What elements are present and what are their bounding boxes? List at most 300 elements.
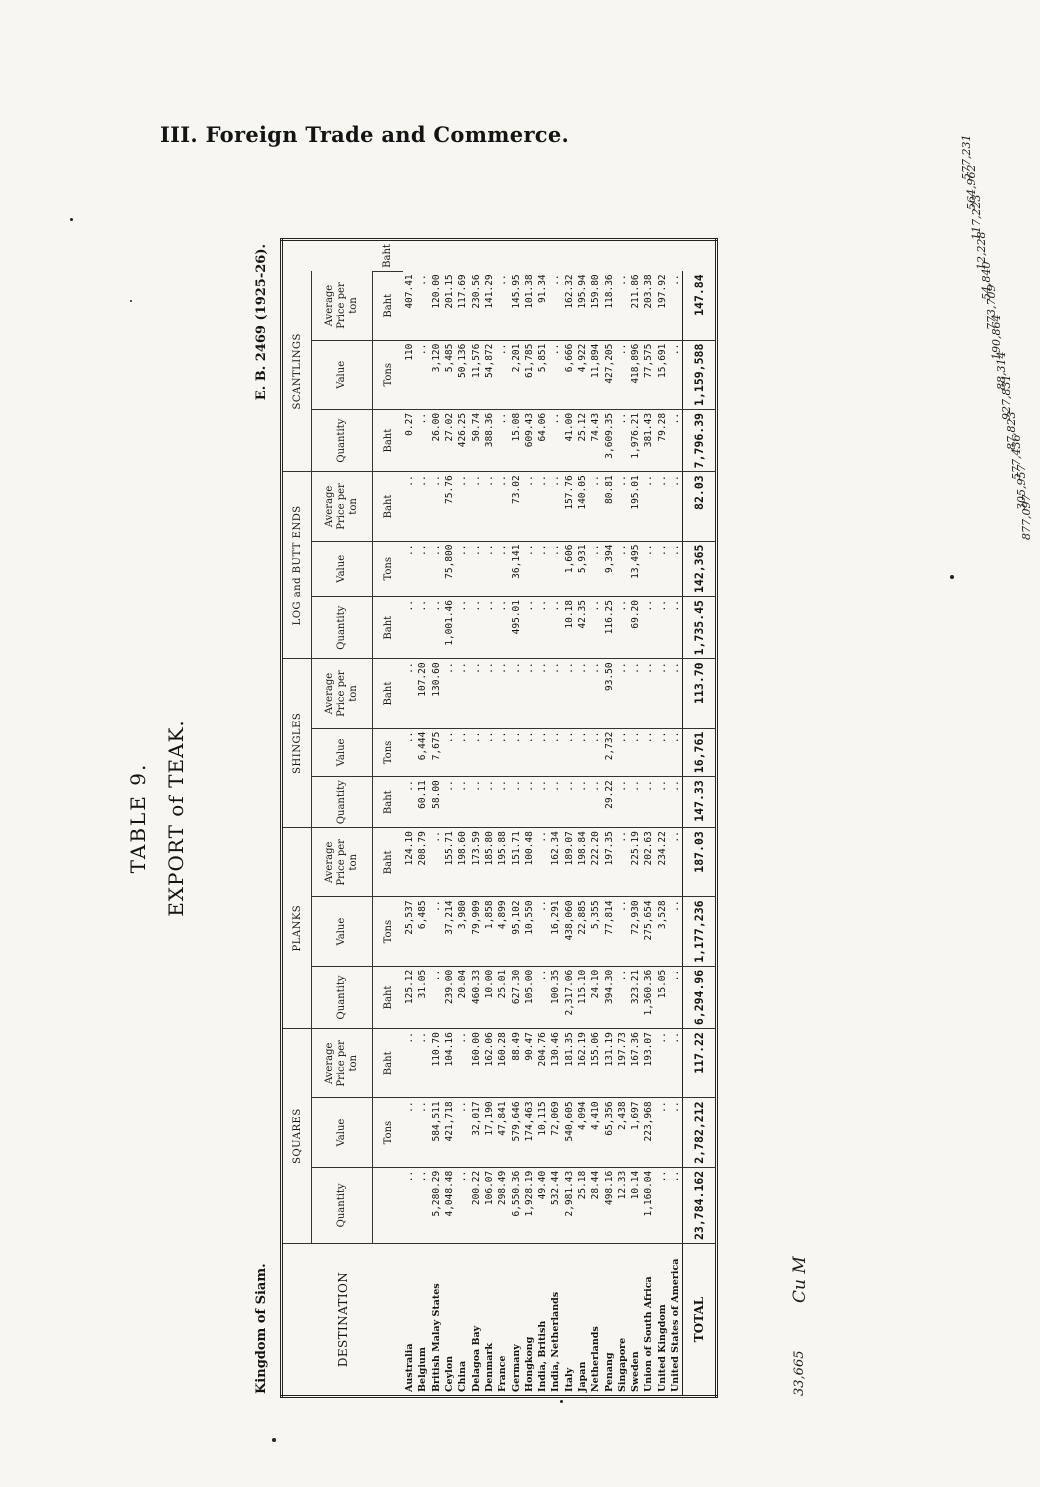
log-butt-ends-value-cell: 36,141	[509, 541, 522, 596]
planks-value-cell: 438,060	[563, 897, 576, 966]
planks-quantity-cell: 15.05	[656, 966, 669, 1028]
shingles-quantity-cell: ..	[483, 777, 496, 828]
group-log-butt-ends: LOG and BUTT ENDS	[282, 472, 312, 659]
planks-avg-price-cell: ..	[616, 828, 629, 897]
group-squares: SQUARES	[282, 1029, 312, 1244]
table-row	[616, 240, 629, 1397]
kingdom-label: Kingdom of Siam.	[254, 1263, 269, 1394]
scantlings-avg-price-cell: 145.95	[509, 271, 522, 340]
scantlings-avg-price-unit: Baht	[373, 240, 404, 272]
log-butt-ends-avg-price-cell: ..	[430, 472, 443, 541]
squares-avg-price-unit: Baht	[373, 966, 404, 1028]
planks-value-cell: ..	[430, 897, 443, 966]
shingles-quantity-cell: 60.11	[416, 777, 429, 828]
shingles-avg-price-cell: 93.50	[602, 659, 615, 728]
shingles-avg-price-cell: ..	[629, 659, 642, 728]
log-butt-ends-value-cell: ..	[642, 541, 655, 596]
log-butt-ends-avg-price-cell: ..	[403, 472, 416, 541]
squares-quantity-cell: 4,048.48	[443, 1167, 456, 1243]
squares-value-cell: 10,115	[536, 1098, 549, 1167]
destination-name: Australia	[403, 1244, 416, 1397]
shingles-value-cell: ..	[656, 728, 669, 777]
log-butt-ends-value-cell: ..	[549, 541, 562, 596]
scantlings-avg-price-cell: 162.32	[563, 271, 576, 340]
destination-name: Delagoa Bay	[469, 1244, 482, 1397]
log-butt-ends-quantity-cell: ..	[656, 597, 669, 659]
planks-value-cell: 72,930	[629, 897, 642, 966]
era-label: E. B. 2469 (1925-26).	[254, 244, 269, 401]
planks-quantity-cell: ..	[536, 966, 549, 1028]
squares-avg-price-cell: 88.49	[509, 1029, 522, 1098]
scantlings-avg-price-cell: ..	[549, 271, 562, 340]
scantlings-quantity-header: Quantity	[312, 409, 373, 471]
planks-avg-price-cell: 197.35	[602, 828, 615, 897]
handwritten-margin-line: 87,823	[1005, 411, 1018, 450]
scantlings-quantity-cell: 426.25	[456, 409, 469, 471]
squares-avg-price-cell: 90.47	[523, 1029, 536, 1098]
destination-name: Singapore	[616, 1244, 629, 1397]
destination-name: Penang	[602, 1244, 615, 1397]
shingles-quantity-cell: ..	[403, 777, 416, 828]
squares-quantity-cell: ..	[403, 1167, 416, 1243]
planks-value-cell: ..	[669, 897, 683, 966]
squares-quantity-cell: 532.44	[549, 1167, 562, 1243]
planks-value-cell: 1,858	[483, 897, 496, 966]
scantlings-quantity-cell: 26.00	[430, 409, 443, 471]
shingles-quantity-cell: ..	[443, 777, 456, 828]
squares-quantity-unit: Tons	[373, 1098, 404, 1167]
shingles-quantity-cell: ..	[629, 777, 642, 828]
planks-avg-price-cell: 189.07	[563, 828, 576, 897]
squares-avg-price-cell: 162.06	[483, 1029, 496, 1098]
shingles-value-cell: ..	[589, 728, 602, 777]
table-number: TABLE 9.	[126, 762, 150, 874]
squares-avg-price-cell: ..	[656, 1029, 669, 1098]
squares-avg-price-cell: 181.35	[563, 1029, 576, 1098]
squares-value-cell: 540,605	[563, 1098, 576, 1167]
handwritten-margin-line: 577,231	[960, 134, 973, 180]
handwritten-margin-line: 190,864	[990, 314, 1003, 360]
shingles-quantity-cell: 29.22	[602, 777, 615, 828]
table-row	[403, 240, 416, 1397]
scan-speck	[130, 300, 132, 302]
scantlings-avg-price-cell: 407.41	[403, 271, 416, 340]
destination-name: India, Netherlands	[549, 1244, 562, 1397]
planks-avg-price-cell: 225.19	[629, 828, 642, 897]
shingles-value-cell: ..	[483, 728, 496, 777]
scantlings-quantity-cell: 609.43	[523, 409, 536, 471]
scantlings-quantity-cell: 50.74	[469, 409, 482, 471]
log-butt-ends-value-cell: ..	[656, 541, 669, 596]
planks-quantity-cell: 25.01	[496, 966, 509, 1028]
log-butt-ends-value-header: Value	[312, 541, 373, 596]
log-butt-ends-avg-price-cell: ..	[642, 472, 655, 541]
scantlings-quantity-cell: 3,609.35	[602, 409, 615, 471]
squares-quantity-header: Quantity	[312, 1167, 373, 1243]
handwritten-total-note: 33,665	[792, 1350, 807, 1396]
squares-value-cell: 4,410	[589, 1098, 602, 1167]
planks-quantity-cell: 20.04	[456, 966, 469, 1028]
log-butt-ends-value-cell: ..	[669, 541, 683, 596]
scantlings-avg-price-cell: 195.94	[576, 271, 589, 340]
squares-value-cell: 17,190	[483, 1098, 496, 1167]
shingles-value-cell: ..	[469, 728, 482, 777]
log-butt-ends-quantity-cell: 1,001.46	[443, 597, 456, 659]
scantlings-avg-price-cell: 211.86	[629, 271, 642, 340]
shingles-quantity-cell: ..	[469, 777, 482, 828]
scantlings-quantity-cell: 15.08	[509, 409, 522, 471]
planks-quantity-cell: 105.00	[523, 966, 536, 1028]
planks-quantity-cell: ..	[669, 966, 683, 1028]
squares-value-cell: ..	[403, 1098, 416, 1167]
squares-quantity-cell: ..	[669, 1167, 683, 1243]
scantlings-quantity-cell: 64.06	[536, 409, 549, 471]
scantlings-avg-price-cell: 141.29	[483, 271, 496, 340]
squares-value-unit: Baht	[373, 1029, 404, 1098]
log-butt-ends-avg-price-cell: 75.76	[443, 472, 456, 541]
scantlings-value-cell: 11,894	[589, 340, 602, 409]
log-butt-ends-value-cell: ..	[496, 541, 509, 596]
shingles-value-cell: ..	[616, 728, 629, 777]
handwritten-margin-line: 54,840	[980, 261, 993, 300]
squares-avg-price-cell: 197.73	[616, 1029, 629, 1098]
squares-quantity-cell: 498.16	[602, 1167, 615, 1243]
total-shingles-quantity: 147.33	[683, 777, 717, 828]
squares-value-cell: 2,438	[616, 1098, 629, 1167]
planks-value-cell: 3,528	[656, 897, 669, 966]
planks-value-cell: 79,909	[469, 897, 482, 966]
scantlings-avg-price-cell: ..	[496, 271, 509, 340]
squares-value-cell: 47,841	[496, 1098, 509, 1167]
squares-quantity-cell: 1,160.04	[642, 1167, 655, 1243]
log-butt-ends-quantity-cell: ..	[456, 597, 469, 659]
destination-name: Belgium	[416, 1244, 429, 1397]
scantlings-quantity-unit: Tons	[373, 340, 404, 409]
planks-avg-price-cell: 173.59	[469, 828, 482, 897]
scantlings-value-cell: 5,851	[536, 340, 549, 409]
log-butt-ends-avg-price-cell: 80.81	[602, 472, 615, 541]
log-butt-ends-value-cell: ..	[483, 541, 496, 596]
shingles-avg-price-cell: ..	[509, 659, 522, 728]
scantlings-value-cell: ..	[669, 340, 683, 409]
shingles-avg-price-cell: ..	[616, 659, 629, 728]
log-butt-ends-quantity-cell: ..	[496, 597, 509, 659]
squares-avg-price-cell: 204.76	[536, 1029, 549, 1098]
log-butt-ends-quantity-cell: 116.25	[602, 597, 615, 659]
scantlings-quantity-cell: 0.27	[403, 409, 416, 471]
table-row	[509, 240, 522, 1397]
total-scantlings-value: 1,159,588	[683, 340, 717, 409]
log-butt-ends-value-cell: ..	[523, 541, 536, 596]
log-butt-ends-avg-price-cell: ..	[483, 472, 496, 541]
scantlings-quantity-cell: ..	[616, 409, 629, 471]
scantlings-avg-price-cell: 201.15	[443, 271, 456, 340]
log-butt-ends-avg-price-cell: ..	[589, 472, 602, 541]
shingles-avg-price-cell: ..	[576, 659, 589, 728]
shingles-value-cell: 7,675	[430, 728, 443, 777]
shingles-avg-price-unit: Baht	[373, 597, 404, 659]
total-planks-value: 1,177,236	[683, 897, 717, 966]
planks-value-cell: ..	[536, 897, 549, 966]
squares-avg-price-cell: 193.07	[642, 1029, 655, 1098]
scan-speck	[272, 1438, 276, 1442]
shingles-avg-price-cell: ..	[563, 659, 576, 728]
scantlings-quantity-cell: ..	[416, 409, 429, 471]
planks-quantity-cell: 100.35	[549, 966, 562, 1028]
log-butt-ends-avg-price-cell: ..	[416, 472, 429, 541]
log-butt-ends-value-cell: ..	[469, 541, 482, 596]
shingles-avg-price-header: Average Price per ton	[312, 659, 373, 728]
squares-quantity-cell: 1,928.19	[523, 1167, 536, 1243]
squares-quantity-cell: 298.49	[496, 1167, 509, 1243]
shingles-avg-price-cell: ..	[536, 659, 549, 728]
planks-quantity-cell: 31.05	[416, 966, 429, 1028]
planks-quantity-cell: 323.21	[629, 966, 642, 1028]
squares-quantity-cell: 28.44	[589, 1167, 602, 1243]
handwritten-margin-line: 773,709	[985, 284, 998, 330]
sheet-header	[254, 234, 274, 1394]
shingles-quantity-cell: ..	[563, 777, 576, 828]
squares-avg-price-cell: 155.06	[589, 1029, 602, 1098]
shingles-quantity-cell: ..	[496, 777, 509, 828]
log-butt-ends-quantity-cell: ..	[589, 597, 602, 659]
squares-avg-price-cell: 104.16	[443, 1029, 456, 1098]
squares-quantity-cell: 10.14	[629, 1167, 642, 1243]
squares-avg-price-cell: 131.19	[602, 1029, 615, 1098]
total-planks-quantity: 6,294.96	[683, 966, 717, 1028]
table-row	[416, 240, 429, 1397]
scantlings-value-cell: 77,575	[642, 340, 655, 409]
shingles-avg-price-cell: ..	[549, 659, 562, 728]
shingles-avg-price-cell: ..	[656, 659, 669, 728]
destination-name: Netherlands	[589, 1244, 602, 1397]
log-butt-ends-avg-price-cell: ..	[456, 472, 469, 541]
planks-value-header: Value	[312, 897, 373, 966]
shingles-quantity-cell: ..	[549, 777, 562, 828]
scantlings-quantity-cell: 388.36	[483, 409, 496, 471]
handwritten-margin-notes	[960, 134, 1033, 600]
log-butt-ends-quantity-cell: 10.18	[563, 597, 576, 659]
shingles-value-cell: ..	[403, 728, 416, 777]
shingles-avg-price-cell: ..	[496, 659, 509, 728]
destination-header: DESTINATION	[282, 1244, 404, 1397]
table-row	[536, 240, 549, 1397]
table-row	[589, 240, 602, 1397]
planks-avg-price-unit: Baht	[373, 777, 404, 828]
log-butt-ends-quantity-cell: ..	[416, 597, 429, 659]
rotated-table-sheet	[126, 233, 812, 1398]
squares-quantity-cell: ..	[456, 1167, 469, 1243]
shingles-quantity-cell: ..	[509, 777, 522, 828]
shingles-quantity-cell: ..	[536, 777, 549, 828]
scantlings-avg-price-header: Average Price per ton	[312, 271, 373, 340]
scantlings-value-cell: 427,205	[602, 340, 615, 409]
shingles-quantity-cell: ..	[642, 777, 655, 828]
handwritten-initials: Cu M	[790, 1256, 810, 1303]
planks-avg-price-cell: 195.88	[496, 828, 509, 897]
squares-quantity-cell: 5,280.29	[430, 1167, 443, 1243]
shingles-value-cell: ..	[496, 728, 509, 777]
log-butt-ends-value-cell: ..	[589, 541, 602, 596]
handwritten-margin-line: 117,223	[970, 194, 983, 240]
planks-quantity-cell: 24.10	[589, 966, 602, 1028]
shingles-value-cell: ..	[669, 728, 683, 777]
scantlings-value-cell: 6,666	[563, 340, 576, 409]
planks-quantity-cell: ..	[430, 966, 443, 1028]
log-butt-ends-avg-price-cell: 195.01	[629, 472, 642, 541]
planks-avg-price-cell: 155.71	[443, 828, 456, 897]
table-row	[629, 240, 642, 1397]
planks-value-unit: Baht	[373, 828, 404, 897]
squares-quantity-cell: 106.07	[483, 1167, 496, 1243]
shingles-avg-price-cell: ..	[443, 659, 456, 728]
planks-value-cell: 4,899	[496, 897, 509, 966]
shingles-value-cell: ..	[563, 728, 576, 777]
planks-value-cell: 77,814	[602, 897, 615, 966]
handwritten-margin-line: 927,831	[1000, 374, 1013, 420]
shingles-quantity-cell: ..	[589, 777, 602, 828]
planks-quantity-cell: 115.10	[576, 966, 589, 1028]
table-row	[656, 240, 669, 1397]
table-row	[642, 240, 655, 1397]
scantlings-value-cell: ..	[416, 340, 429, 409]
planks-avg-price-cell: 202.63	[642, 828, 655, 897]
planks-quantity-unit: Tons	[373, 897, 404, 966]
shingles-value-unit: Baht	[373, 659, 404, 728]
log-butt-ends-value-cell: ..	[430, 541, 443, 596]
planks-quantity-cell: 10.00	[483, 966, 496, 1028]
total-log-butt-ends-quantity: 1,735.45	[683, 597, 717, 659]
shingles-avg-price-cell: ..	[469, 659, 482, 728]
planks-value-cell: 3,980	[456, 897, 469, 966]
log-butt-ends-avg-price-cell: ..	[656, 472, 669, 541]
squares-value-cell: 32,017	[469, 1098, 482, 1167]
scan-speck	[560, 1400, 563, 1403]
log-butt-ends-avg-price-cell: 73.02	[509, 472, 522, 541]
destination-name: British Malay States	[430, 1244, 443, 1397]
squares-quantity-cell: 25.18	[576, 1167, 589, 1243]
scantlings-quantity-cell: ..	[669, 409, 683, 471]
log-butt-ends-avg-price-cell: ..	[469, 472, 482, 541]
planks-value-cell: 10,550	[523, 897, 536, 966]
planks-avg-price-cell: 222.20	[589, 828, 602, 897]
planks-quantity-cell: 2,317.06	[563, 966, 576, 1028]
scantlings-value-cell: ..	[616, 340, 629, 409]
table-row	[456, 240, 469, 1397]
scantlings-value-cell: 54,872	[483, 340, 496, 409]
total-squares-value: 2,782,212	[683, 1098, 717, 1167]
planks-avg-price-cell: 185.80	[483, 828, 496, 897]
total-row	[683, 240, 717, 1397]
table-row	[443, 240, 456, 1397]
planks-avg-price-cell: ..	[430, 828, 443, 897]
log-butt-ends-value-cell: ..	[536, 541, 549, 596]
squares-avg-price-cell: ..	[403, 1029, 416, 1098]
group-shingles: SHINGLES	[282, 659, 312, 828]
log-butt-ends-quantity-unit: Tons	[373, 541, 404, 596]
total-log-butt-ends-avg-price: 82.03	[683, 472, 717, 541]
squares-value-cell: 421,718	[443, 1098, 456, 1167]
total-squares-quantity: 23,784.162	[683, 1167, 717, 1243]
title-block	[126, 618, 188, 1018]
squares-avg-price-header: Average Price per ton	[312, 1029, 373, 1098]
squares-quantity-cell: 49.40	[536, 1167, 549, 1243]
handwritten-margin-line: 577,436	[1010, 434, 1023, 480]
shingles-value-cell: ..	[642, 728, 655, 777]
destination-name: United Kingdom	[656, 1244, 669, 1397]
squares-avg-price-cell: ..	[456, 1029, 469, 1098]
total-label: TOTAL	[683, 1244, 717, 1397]
shingles-quantity-cell: ..	[616, 777, 629, 828]
squares-value-cell: 65,356	[602, 1098, 615, 1167]
shingles-quantity-cell: ..	[656, 777, 669, 828]
planks-quantity-header: Quantity	[312, 966, 373, 1028]
planks-avg-price-cell: 100.48	[523, 828, 536, 897]
squares-value-cell: 1,697	[629, 1098, 642, 1167]
scantlings-avg-price-cell: 230.56	[469, 271, 482, 340]
squares-quantity-cell: ..	[416, 1167, 429, 1243]
log-butt-ends-quantity-cell: ..	[430, 597, 443, 659]
log-butt-ends-quantity-header: Quantity	[312, 597, 373, 659]
squares-quantity-cell: 200.22	[469, 1167, 482, 1243]
scan-speck	[70, 218, 73, 221]
scantlings-quantity-cell: 25.12	[576, 409, 589, 471]
scantlings-quantity-cell: 41.00	[563, 409, 576, 471]
planks-quantity-cell: 1,360.36	[642, 966, 655, 1028]
squares-quantity-cell: 2,981.43	[563, 1167, 576, 1243]
scantlings-avg-price-cell: 203.38	[642, 271, 655, 340]
squares-avg-price-cell: 160.00	[469, 1029, 482, 1098]
scantlings-value-cell: 4,922	[576, 340, 589, 409]
planks-quantity-cell: 627.30	[509, 966, 522, 1028]
squares-value-cell: 72,069	[549, 1098, 562, 1167]
planks-value-cell: 16,291	[549, 897, 562, 966]
planks-quantity-cell: ..	[616, 966, 629, 1028]
log-butt-ends-quantity-cell: ..	[403, 597, 416, 659]
shingles-value-header: Value	[312, 728, 373, 777]
planks-value-cell: 25,537	[403, 897, 416, 966]
log-butt-ends-quantity-cell: ..	[549, 597, 562, 659]
scantlings-avg-price-cell: 159.80	[589, 271, 602, 340]
destination-name: Union of South Africa	[642, 1244, 655, 1397]
total-planks-avg-price: 187.03	[683, 828, 717, 897]
page-header: III. Foreign Trade and Commerce.	[160, 122, 570, 147]
total-shingles-avg-price: 113.70	[683, 659, 717, 728]
scantlings-value-cell: 418,896	[629, 340, 642, 409]
log-butt-ends-quantity-cell: ..	[483, 597, 496, 659]
table-row	[496, 240, 509, 1397]
scantlings-avg-price-cell: 120.00	[430, 271, 443, 340]
scan-speck	[950, 575, 954, 579]
destination-name: India, British	[536, 1244, 549, 1397]
scantlings-value-cell: ..	[496, 340, 509, 409]
handwritten-margin-line: 88,314	[995, 351, 1008, 390]
table-row	[469, 240, 482, 1397]
scantlings-avg-price-cell: 91.34	[536, 271, 549, 340]
shingles-value-cell: ..	[549, 728, 562, 777]
shingles-avg-price-cell: ..	[589, 659, 602, 728]
shingles-quantity-unit: Tons	[373, 728, 404, 777]
planks-quantity-cell: 125.12	[403, 966, 416, 1028]
squares-avg-price-cell: ..	[416, 1029, 429, 1098]
planks-avg-price-cell: 234.22	[656, 828, 669, 897]
planks-quantity-cell: 239.00	[443, 966, 456, 1028]
scantlings-quantity-cell: 1,976.21	[629, 409, 642, 471]
table-row	[602, 240, 615, 1397]
scantlings-value-cell: 3,120	[430, 340, 443, 409]
squares-value-cell: ..	[456, 1098, 469, 1167]
destination-name: France	[496, 1244, 509, 1397]
